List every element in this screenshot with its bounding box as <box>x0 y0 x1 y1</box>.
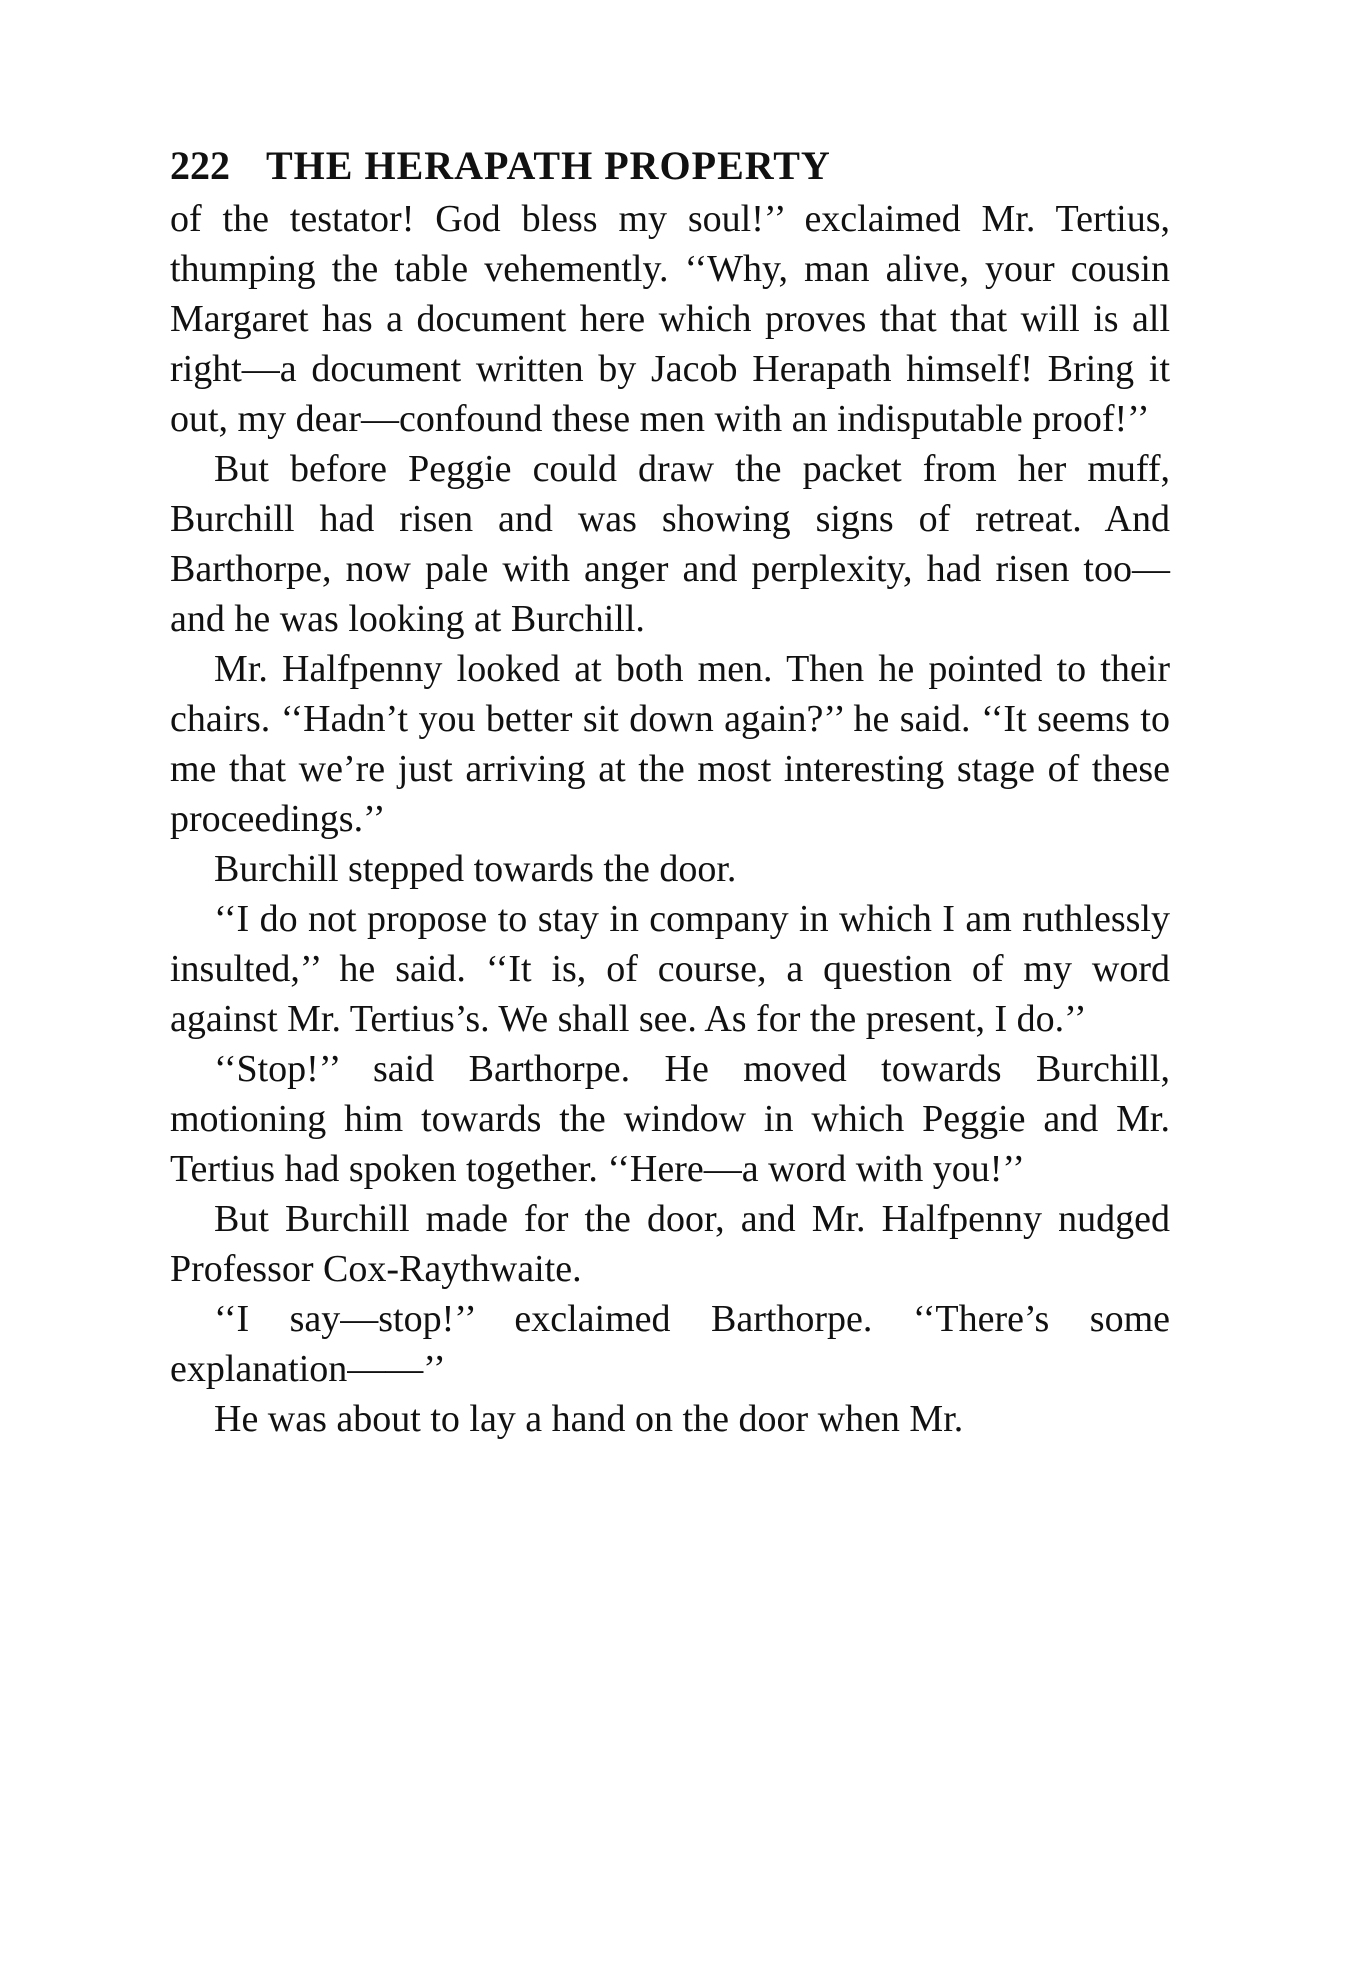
running-title: THE HERAPATH PROPERTY <box>266 143 831 188</box>
paragraph: Burchill stepped towards the door. <box>214 848 737 890</box>
paragraph: But Burchill made for the door, and Mr. Halfpenny nudged Professor Cox-Raythwaite. <box>170 1198 1170 1290</box>
book-page <box>170 140 1170 1444</box>
paragraph: He was about to lay a hand on the door when Mr. <box>214 1398 964 1440</box>
paragraph: ‘‘I do not propose to stay in company in which I am ruthlessly insulted,’’ he said. ‘‘It is, of course, a question of my word against Mr. Tertius’s. We shall see. As for the present, I do.’’ <box>170 898 1170 1040</box>
paragraph: But before Peggie could draw the packet from her muff, Burchill had risen and was showing signs of retreat. And Barthorpe, now pale with anger and perplexity, had risen too—and he was looking at Burchill. <box>170 448 1170 640</box>
paragraph: ‘‘I say—stop!’’ exclaimed Barthorpe. ‘‘There’s some explanation——’’ <box>170 1298 1170 1390</box>
paragraph: Mr. Halfpenny looked at both men. Then he pointed to their chairs. ‘‘Hadn’t you better sit down again?’’ he said. ‘‘It seems to me that we’re just arriving at the most interesting stage of these proceedings.’’ <box>170 648 1170 840</box>
paragraph-continued: of the testator! God bless my soul!’’ exclaimed Mr. Tertius, thumping the table vehemently. ‘‘Why, man alive, your cousin Margaret has a document here which proves that that will is all right—a document written by Jacob Herapath himself! Bring it out, my dear—confound these men with an indisputable proof!’’ <box>170 198 1170 440</box>
body-text <box>170 194 1170 1444</box>
page-number: 222 <box>170 143 230 188</box>
paragraph: ‘‘Stop!’’ said Barthorpe. He moved towards Burchill, motioning him towards the window in which Peggie and Mr. Tertius had spoken together. ‘‘Here—a word with you!’’ <box>170 1048 1170 1190</box>
page-header <box>170 140 1170 192</box>
